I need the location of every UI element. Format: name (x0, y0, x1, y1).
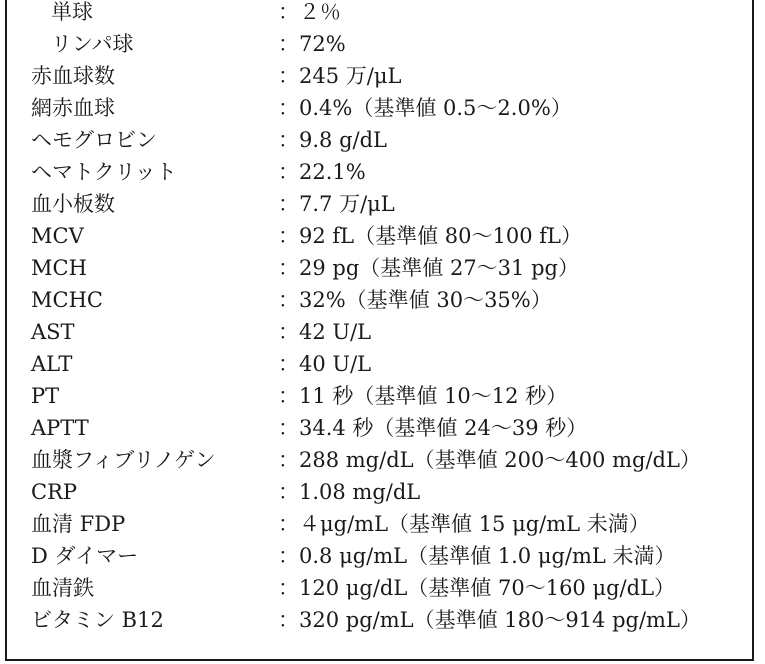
lab-value: ：245 万/μL (278, 64, 402, 88)
lab-value: ：288 mg/dL（基準値 200〜400 mg/dL） (278, 448, 701, 472)
lab-name: ビタミン B12 (31, 608, 164, 632)
lab-row-hematocrit (31, 156, 751, 188)
lab-row-aptt (31, 412, 751, 444)
lab-name: MCV (31, 224, 84, 248)
lab-value: ：４μg/mL（基準値 15 μg/mL 未満） (278, 512, 650, 536)
lab-row-mch (31, 252, 751, 284)
lab-row-fdp (31, 508, 751, 540)
lab-value: ：92 fL（基準値 80〜100 fL） (278, 224, 582, 248)
lab-value: ：29 pg（基準値 27〜31 pg） (278, 256, 579, 280)
lab-name: 網赤血球 (31, 96, 115, 120)
lab-name: ALT (31, 352, 73, 376)
lab-row-rbc (31, 60, 751, 92)
lab-value: ：72% (278, 32, 346, 56)
lab-name: リンパ球 (51, 32, 134, 56)
lab-name: APTT (31, 416, 89, 440)
lab-value: ：２％ (278, 0, 341, 24)
lab-value: ：320 pg/mL（基準値 180〜914 pg/mL） (278, 608, 701, 632)
lab-name: 血清 FDP (31, 512, 126, 536)
lab-name: 単球 (51, 0, 93, 24)
lab-row-reticulocyte (31, 92, 751, 124)
lab-row-crp (31, 476, 751, 508)
lab-row-platelet (31, 188, 751, 220)
lab-value: ：7.7 万/μL (278, 192, 395, 216)
lab-value: ：40 U/L (278, 352, 372, 376)
lab-row-alt (31, 348, 751, 380)
lab-row-d-dimer (31, 540, 751, 572)
lab-value: ：22.1% (278, 160, 366, 184)
lab-row-mchc (31, 284, 751, 316)
lab-value: ：42 U/L (278, 320, 372, 344)
lab-name: AST (31, 320, 75, 344)
lab-row-hemoglobin (31, 124, 751, 156)
lab-name: ヘモグロビン (31, 128, 157, 152)
lab-value: ：9.8 g/dL (278, 128, 387, 152)
lab-row-ast (31, 316, 751, 348)
lab-row-mcv (31, 220, 751, 252)
lab-name: CRP (31, 480, 78, 504)
lab-value: ：1.08 mg/dL (278, 480, 421, 504)
lab-name: ヘマトクリット (31, 160, 177, 184)
lab-name: 血小板数 (31, 192, 115, 216)
lab-name: 赤血球数 (31, 64, 115, 88)
lab-name: 血清鉄 (31, 576, 94, 600)
lab-name: MCH (31, 256, 87, 280)
lab-value: ：120 μg/dL（基準値 70〜160 μg/dL） (278, 576, 676, 600)
lab-row-monocyte (31, 0, 751, 28)
lab-results-box (5, 0, 754, 661)
lab-row-pt (31, 380, 751, 412)
lab-name: D ダイマー (31, 544, 139, 568)
lab-value: ：11 秒（基準値 10〜12 秒） (278, 384, 568, 408)
lab-name: PT (31, 384, 60, 408)
lab-row-vitamin-b12 (31, 604, 751, 636)
lab-value: ：0.8 μg/mL（基準値 1.0 μg/mL 未満） (278, 544, 676, 568)
lab-name: MCHC (31, 288, 103, 312)
lab-row-fibrinogen (31, 444, 751, 476)
lab-name: 血漿フィブリノゲン (31, 448, 216, 472)
lab-row-serum-iron (31, 572, 751, 604)
lab-value: ：34.4 秒（基準値 24〜39 秒） (278, 416, 588, 440)
lab-value: ：0.4%（基準値 0.5〜2.0%） (278, 96, 572, 120)
lab-value: ：32%（基準値 30〜35%） (278, 288, 552, 312)
lab-row-lymphocyte (31, 28, 751, 60)
